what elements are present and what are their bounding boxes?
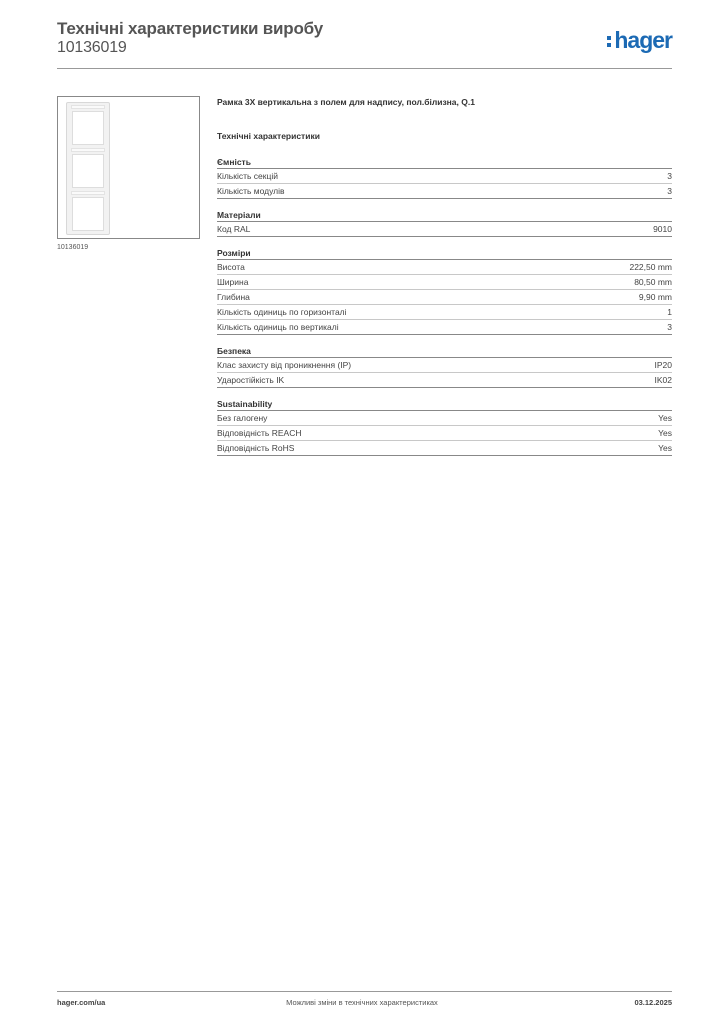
spec-row (217, 320, 672, 335)
spec-section (217, 247, 672, 335)
frame-illustration (66, 102, 110, 235)
spec-value: 3 (667, 322, 672, 332)
spec-label: Кількість модулів (217, 186, 285, 196)
spec-section (217, 345, 672, 388)
spec-section-title: Безпека (217, 345, 672, 358)
spec-section-title: Sustainability (217, 398, 672, 411)
spec-section-title: Матеріали (217, 209, 672, 222)
spec-value: 9010 (653, 224, 672, 234)
header-divider (57, 68, 672, 69)
footer-notice: Можливі зміни в технічних характеристиках (286, 998, 438, 1007)
spec-section (217, 398, 672, 456)
spec-label: Кількість секцій (217, 171, 278, 181)
spec-value: IK02 (654, 375, 672, 385)
spec-value: 3 (667, 171, 672, 181)
footer-website: hager.com/ua (57, 998, 106, 1007)
spec-label: Код RAL (217, 224, 251, 234)
specs-table (217, 156, 672, 466)
spec-row (217, 441, 672, 456)
product-name: Рамка 3X вертикальна з полем для надпису, пол.білизна, Q.1 (217, 97, 475, 107)
hager-logo (607, 29, 672, 52)
document-code: 10136019 (57, 39, 127, 56)
spec-label: Кількість одиниць по вертикалі (217, 322, 339, 332)
image-caption: 10136019 (57, 244, 89, 251)
spec-row (217, 358, 672, 373)
spec-value: IP20 (654, 360, 672, 370)
spec-section (217, 209, 672, 237)
spec-value: Yes (658, 413, 672, 423)
spec-label: Ударостійкість IK (217, 375, 285, 385)
spec-label: Без галогену (217, 413, 268, 423)
footer-date: 03.12.2025 (634, 998, 672, 1007)
spec-row (217, 222, 672, 237)
spec-row (217, 373, 672, 388)
spec-section (217, 156, 672, 199)
spec-value: Yes (658, 443, 672, 453)
spec-section-title: Розміри (217, 247, 672, 260)
spec-row (217, 169, 672, 184)
spec-value: 222,50 mm (629, 262, 672, 272)
spec-value: 9,90 mm (638, 292, 672, 302)
document-title: Технічні характеристики виробу (57, 19, 323, 38)
spec-row (217, 426, 672, 441)
spec-row (217, 290, 672, 305)
specs-heading: Технічні характеристики (217, 131, 320, 141)
spec-label: Клас захисту від проникнення (IP) (217, 360, 352, 370)
spec-label: Висота (217, 262, 245, 272)
spec-row (217, 184, 672, 199)
spec-value: 3 (667, 186, 672, 196)
product-image (57, 96, 200, 239)
spec-label: Ширина (217, 277, 249, 287)
logo-text: hager (614, 27, 672, 53)
spec-row (217, 275, 672, 290)
spec-section-title: Ємність (217, 156, 672, 169)
spec-value: Yes (658, 428, 672, 438)
spec-label: Відповідність REACH (217, 428, 302, 438)
spec-row (217, 305, 672, 320)
spec-row (217, 260, 672, 275)
spec-label: Відповідність RoHS (217, 443, 295, 453)
footer-divider (57, 991, 672, 992)
spec-label: Глибина (217, 292, 250, 302)
spec-value: 80,50 mm (634, 277, 672, 287)
logo-dots-icon (607, 29, 613, 51)
spec-value: 1 (667, 307, 672, 317)
spec-label: Кількість одиниць по горизонталі (217, 307, 347, 317)
spec-row (217, 411, 672, 426)
